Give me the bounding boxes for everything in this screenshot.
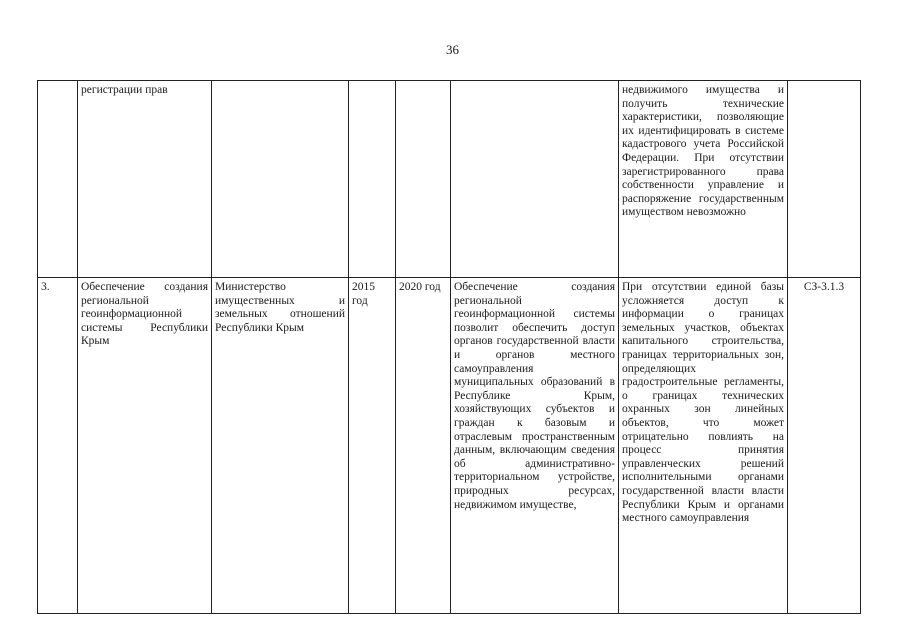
- cell-end-year: [396, 81, 451, 278]
- page-number: 36: [446, 42, 459, 57]
- cell-link: СЗ-3.1.3: [788, 278, 861, 614]
- cell-task: регистрации прав: [78, 81, 212, 278]
- cell-number: [38, 81, 78, 278]
- cell-end-year: 2020 год: [396, 278, 451, 614]
- cell-consequence: недвижимого имущества и получить технические характеристики, позволяющие их идентифицировать в системе кадастрового учета Российской Федерации. При отсутствии зарегистрированного права собственности управление и распоряжение государственным имуществом невозможно: [619, 81, 788, 278]
- cell-number: 3.: [38, 278, 78, 614]
- measures-table: [37, 80, 861, 614]
- table-row: [38, 81, 861, 278]
- cell-executor: Министерство имущественных и земельных отношений Республики Крым: [212, 278, 349, 614]
- cell-start-year: 2015 год: [349, 278, 396, 614]
- cell-result: [451, 81, 619, 278]
- cell-executor: [212, 81, 349, 278]
- cell-consequence: При отсутствии единой базы усложняется доступ к информации о границах земельных участков, объектах капитального строительства, границах территориальных зон, определяющих градостроительные регламенты, о границах технических охранных зон линейных объектов, что может отрицательно повлиять на процесс принятия управленческих решений исполнительными органами государственной власти власти Республики Крым и органами местного самоуправления: [619, 278, 788, 614]
- cell-link: [788, 81, 861, 278]
- cell-task: Обеспечение создания региональной геоинформационной системы Республики Крым: [78, 278, 212, 614]
- table-row: [38, 278, 861, 614]
- cell-start-year: [349, 81, 396, 278]
- cell-result: Обеспечение создания региональной геоинформационной системы позволит обеспечить доступ органов государственной власти и органов местного самоуправления муниципальных образований в Республике Крым, хозяйствующих субъектов и граждан к базовым и отраслевым пространственным данным, включающим сведения об административно-территориальном устройстве, природных ресурсах, недвижимом имуществе,: [451, 278, 619, 614]
